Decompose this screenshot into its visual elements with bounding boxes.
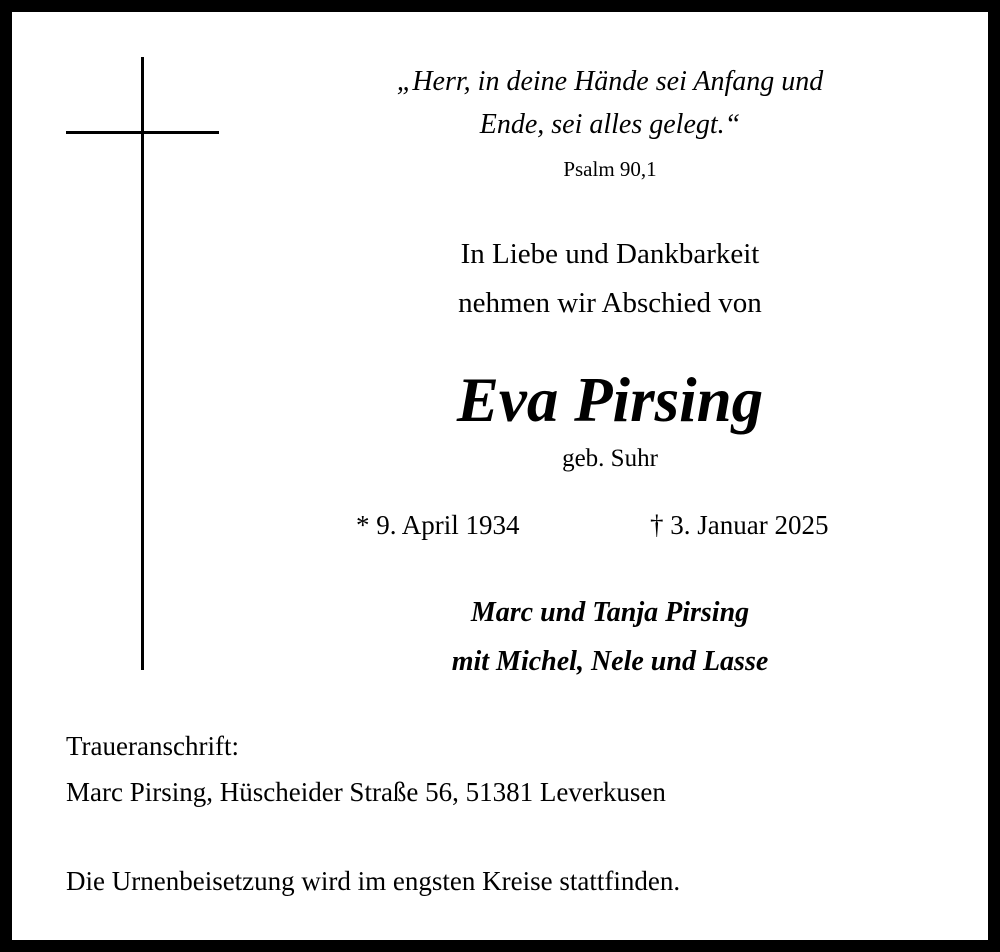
address-line: Marc Pirsing, Hüscheider Straße 56, 51381 Leverkusen <box>66 777 666 807</box>
cross-horizontal-bar <box>66 131 219 134</box>
birth-date: * 9. April 1934 <box>356 510 520 540</box>
intro-line-2: nehmen wir Abschied von <box>458 287 762 319</box>
psalm-quote <box>360 60 860 146</box>
cross-vertical-bar <box>141 57 144 670</box>
quote-line-1: „Herr, in deine Hände sei Anfang und <box>396 66 824 97</box>
quote-line-2: Ende, sei alles gelegt.“ <box>479 109 741 140</box>
deceased-name: Eva Pirsing <box>456 365 764 435</box>
quote-source: Psalm 90,1 <box>563 157 657 181</box>
intro-line-1: In Liebe und Dankbarkeit <box>460 238 760 270</box>
mourners-line-2: mit Michel, Nele und Lasse <box>451 646 769 677</box>
death-date: † 3. Januar 2025 <box>650 510 829 540</box>
mourners-line-1: Marc und Tanja Pirsing <box>470 597 750 628</box>
address-label: Traueranschrift: <box>66 731 239 761</box>
birth-name: geb. Suhr <box>562 445 658 472</box>
burial-notice: Die Urnenbeisetzung wird im engsten Kreise stattfinden. <box>66 866 681 896</box>
intro-text <box>360 230 860 328</box>
mourners <box>360 588 860 686</box>
